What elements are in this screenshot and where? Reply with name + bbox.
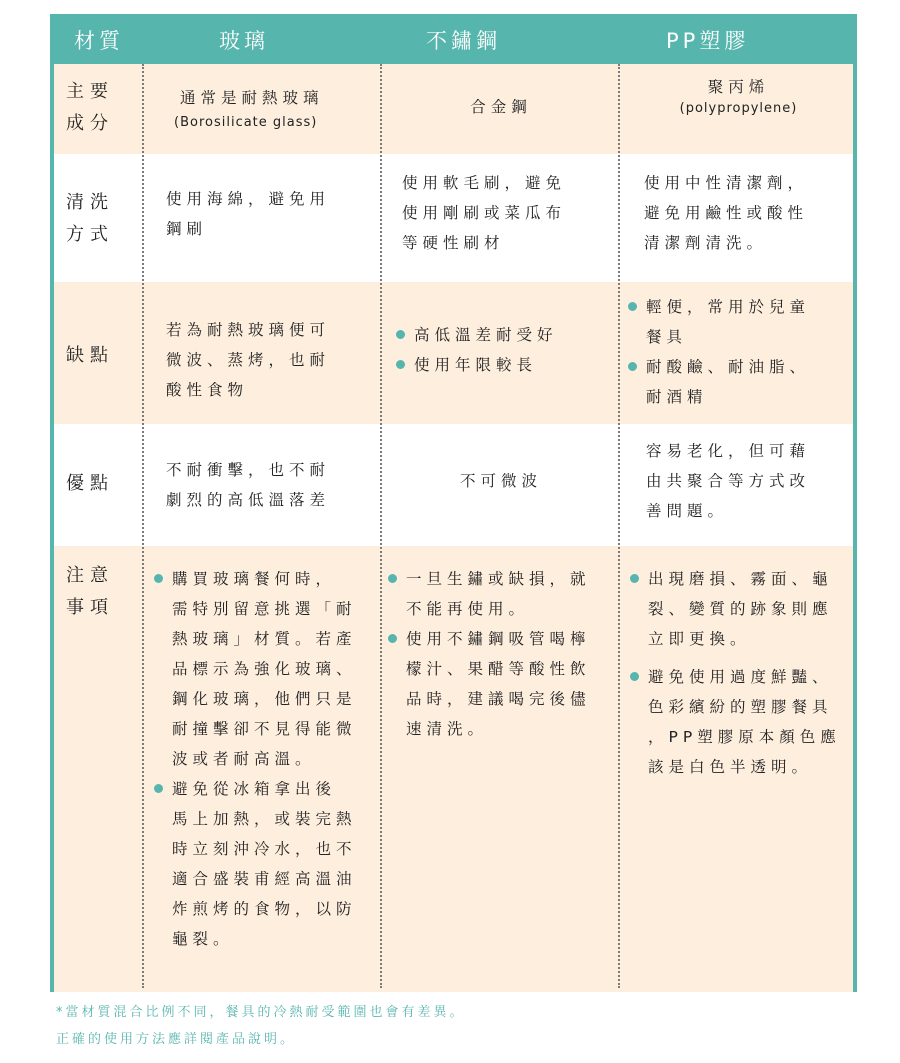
row-label-notes: 注意 事項 [66,565,114,618]
ingredients-pp-text: 聚丙烯 [707,78,770,96]
table-row-ingredients [54,64,853,154]
list-item: 出現磨損、霧面、龜 裂、變質的跡象則應 立即更換。 [630,564,858,654]
cell-cons-glass: 若為耐熱玻璃便可 微波、蒸烤，也耐 酸性食物 [166,321,331,399]
cell-cleaning-pp: 使用中性清潔劑， 避免用鹼性或酸性 清潔劑清洗。 [644,174,809,252]
list-item: 一旦生鏽或缺損，就 不能再使用。 [388,564,616,624]
list-item: 避免從冰箱拿出後 馬上加熱，或裝完熱 時立刻沖冷水，也不 適合盛裝甫經高溫油 炸煎烤的食物，以防 龜裂。 [154,774,379,954]
cell-ingredients-glass [174,84,384,134]
list-item: 使用不鏽鋼吸管喝檸 檬汁、果醋等酸性飲 品時，建議喝完後儘 速清洗。 [388,624,616,744]
cell-pros-steel: 不可微波 [459,472,542,490]
row-label-cleaning: 清洗 方式 [66,192,114,245]
list-item: 高低溫差耐受好 [396,320,616,350]
table-row-notes [54,546,853,992]
cell-cleaning-glass: 使用海綿，避免用 鋼刷 [166,190,331,238]
list-item: 耐酸鹼、耐油脂、 耐酒精 [628,352,856,412]
table-row-pros [54,424,853,546]
header-pp: PP塑膠 [666,29,750,53]
column-divider [380,64,382,988]
list-item: 避免使用過度鮮豔、 色彩繽紛的塑膠餐具 ，PP塑膠原本顏色應 該是白色半透明。 [630,662,858,782]
cell-notes-steel [388,564,616,744]
list-item: 使用年限較長 [396,350,616,380]
cell-cons-pp [628,292,856,412]
comparison-table [50,14,857,992]
ingredients-glass-text: 通常是耐熱玻璃 [180,89,324,107]
table-header [54,18,853,64]
cell-pros-glass: 不耐衝擊，也不耐 劇烈的高低溫落差 [166,461,331,509]
row-label-pros: 優點 [66,473,114,494]
column-divider [142,64,144,988]
ingredients-glass-sub: (Borosilicate glass) [174,115,318,130]
cell-cleaning-steel: 使用軟毛刷，避免 使用剛刷或菜瓜布 等硬性刷材 [402,174,567,252]
header-material: 材質 [74,29,124,53]
row-label-ingredients: 主要 成分 [66,81,114,134]
table-row-cleaning [54,154,853,282]
list-item: 輕便，常用於兒童 餐具 [628,292,856,352]
cell-cons-steel [396,320,616,380]
footnote-line-1: *當材質混合比例不同，餐具的冷熱耐受範圍也會有差異。 [56,1005,466,1020]
row-label-cons: 缺點 [66,345,114,366]
header-steel: 不鏽鋼 [426,29,501,53]
list-item: 購買玻璃餐何時， 需特別留意挑選「耐 熱玻璃」材質。若產 品標示為強化玻璃、 鋼化玻璃，他們只是 耐撞擊卻不見得能微 波或者耐高溫。 [154,564,379,774]
footnote-line-2: 正確的使用方法應詳閱產品說明。 [56,1032,297,1047]
column-divider [618,64,620,988]
cell-ingredients-pp [620,76,857,120]
cell-notes-glass [154,564,379,954]
header-glass: 玻璃 [219,29,269,53]
cell-pros-pp: 容易老化，但可藉 由共聚合等方式改 善問題。 [646,442,811,520]
cell-notes-pp [630,564,858,782]
table-row-cons [54,282,853,424]
cell-ingredients-steel: 合金鋼 [470,98,532,116]
ingredients-pp-sub: (polypropylene) [679,101,798,116]
